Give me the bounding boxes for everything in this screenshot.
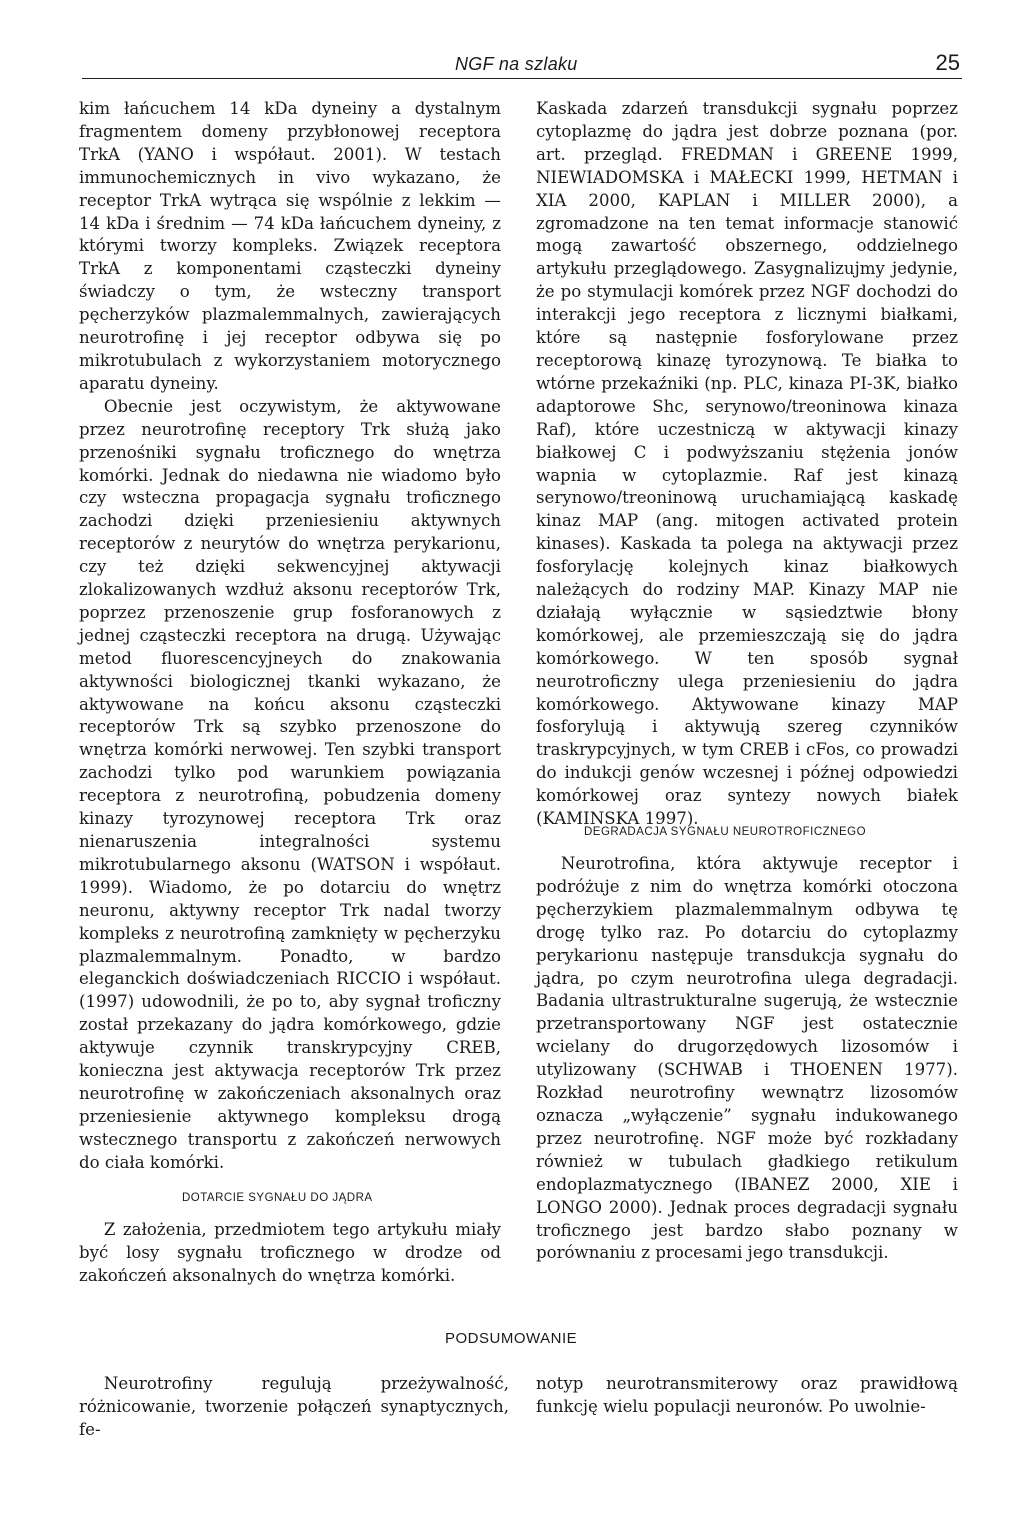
left-section-paragraph: Z założenia, przedmiotem tego artykułu miały być losy sygnału troficznego w drodze od zakończeń aksonalnych do wnętrza komórki. — [79, 1220, 501, 1285]
right-section-paragraph: Neurotrofina, która aktywuje receptor i podróżuje z nim do wnętrza komórki otoczona pęcherzykiem plazmalemmalnym odbywa tę drogę tylko raz. Po dotarciu do cytoplazmy perykarionu następuje transdukcja sygnału do jądra, po czym neurotrofina ulega degradacji. Badania ultrastrukturalne sugerują, że wstecznie przetransportowany NGF jest ostatecznie wcielany do drugorzędowych lizosomów i utylizowany (SCHWAB i THOENEN 1977). Rozkład neurotrofiny wewnątrz lizosomów oznacza „wyłączenie” sygnału indukowanego przez neurotrofinę. NGF może być rozkładany również w tubulach gładkiego retikulum endoplazmatycznego (IBANEZ 2000, XIE i LONGO 2000). Jednak proces degradacji sygnału troficznego jest bardzo słabo poznany w porównaniu z procesami jego transdukcji. — [536, 854, 958, 1263]
left-column — [79, 98, 501, 1175]
section-heading-dotarcie: DOTARCIE SYGNAŁU DO JĄDRA — [182, 1192, 373, 1204]
section-heading-degradacja: DEGRADACJA SYGNAŁU NEUROTROFICZNEGO — [584, 826, 867, 838]
right-paragraph-1: Kaskada zdarzeń transdukcji sygnału poprzez cytoplazmę do jądra jest dobrze poznana (por. art. przegląd. FREDMAN i GREENE 1999, NIEWIADOMSKA i MAŁECKI 1999, HETMAN i XIA 2000, KAPLAN i MILLER 2000), a zgromadzone na ten temat informacje stanowić mogą zawartość obszernego, oddzielnego artykułu przeglądowego. Zasygnalizujmy jedynie, że po stymulacji komórek przez NGF dochodzi do interakcji jego receptora z licznymi białkami, które są następnie fosforylowane przez receptorową kinazę tyrozynową. Te białka to wtórne przekaźniki (np. PLC, kinaza PI-3K, białko adaptorowe Shc, serynowo/treoninowa kinaza Raf), które uczestniczą w aktywacji kinazy białkowej C i podwyższaniu stężenia jonów wapnia w cytoplazmie. Raf jest kinazą serynowo/treoninową uruchamiającą kaskadę kinaz MAP (ang. mitogen activated protein kinases). Kaskada ta polega na aktywacji przez fosforylację kolejnych kinaz białkowych należących do rodziny MAP. Kinazy MAP nie działają wyłącznie w sąsiedztwie błony komórkowej, ale przemieszczają się do jądra komórkowego. W ten sposób sygnał neurotroficzny ulega przeniesieniu do jądra komórkowego. Aktywowane kinazy MAP fosforylują i aktywują szereg czynników traskrypcyjnych, w tym CREB i cFos, co prowadzi do indukcji genów wczesnej i późnej odpowiedzi komórkowej oraz syntezy nowych białek (KAMINSKA 1997). — [536, 99, 958, 829]
header-rule — [82, 78, 962, 79]
left-section-body — [79, 1219, 501, 1288]
right-section-body — [536, 853, 958, 1265]
page-number: 25 — [935, 50, 960, 75]
summary-right — [536, 1373, 958, 1419]
left-paragraph-2: Obecnie jest oczywistym, że aktywowane przez neurotrofinę receptory Trk służą jako przenośniki sygnału troficznego do wnętrza komórki. Jednak do niedawna nie wiadomo było czy wsteczna propagacja sygnału troficznego zachodzi dzięki przeniesieniu aktywnych receptorów z neurytów do wnętrza perykarionu, czy też dzięki sekwencyjnej aktywacji zlokalizowanych wzdłuż aksonu receptorów Trk, poprzez przenoszenie grup fosforanowych z jednej cząsteczki receptora na drugą. Używając metod fluorescencyjneych do znakowania aktywności biologicznej tkanki wykazano, że aktywowane na końcu aksonu cząsteczki receptorów Trk są szybko przenoszone do wnętrza komórki nerwowej. Ten szybki transport zachodzi tylko pod warunkiem powiązania receptora z neurotrofiną, pobudzenia domeny kinazy tyrozynowej receptora Trk oraz nienaruszenia integralności systemu mikrotubularnego aksonu (WATSON i współaut. 1999). Wiadomo, że po dotarciu do wnętrz neuronu, aktywny receptor Trk nadal tworzy kompleks z neurotrofiną zamknięty w pęcherzyku plazmalemmalnym. Ponadto, w bardzo eleganckich doświadczeniach RICCIO i współaut. (1997) udowodnili, że po to, aby sygnał troficzny został przekazany do jądra komórkowego, gdzie aktywuje czynnik transkrypcyjny CREB, konieczna jest aktywacja receptorów Trk przez neurotrofinę w zakończeniach aksonalnych oraz przeniesienie aktywnego kompleksu drogą wstecznego transportu z zakończeń nerwowych do ciała komórki. — [79, 396, 501, 1172]
left-paragraph-1: kim łańcuchem 14 kDa dyneiny a dystalnym fragmentem domeny przybłonowej receptora TrkA (YANO i współaut. 2001). W testach immunochemicznych in vivo wykazano, że receptor TrkA wytrąca się wspólnie z lekkim — 14 kDa i średnim — 74 kDa łańcuchem dyneiny, z którymi tworzy kompleks. Związek receptora TrkA z komponentami cząsteczki dyneiny świadczy o tym, że wsteczny transport pęcherzyków plazmalemmalnych, zawierających neurotrofinę i jej receptor odbywa się po mikrotubulach z wykorzystaniem motorycznego aparatu dyneiny. — [79, 99, 501, 393]
summary-left — [79, 1373, 509, 1442]
section-heading-podsumowanie: PODSUMOWANIE — [445, 1330, 578, 1347]
summary-right-text: notyp neurotransmiterowy oraz prawidłową funkcję wielu populacji neuronów. Po uwolnie- — [536, 1374, 958, 1416]
running-title: NGF na szlaku — [455, 54, 578, 74]
summary-left-text: Neurotrofiny regulują przeżywalność, różnicowanie, tworzenie połączeń synaptycznych, fe- — [79, 1374, 509, 1439]
right-column — [536, 98, 958, 831]
